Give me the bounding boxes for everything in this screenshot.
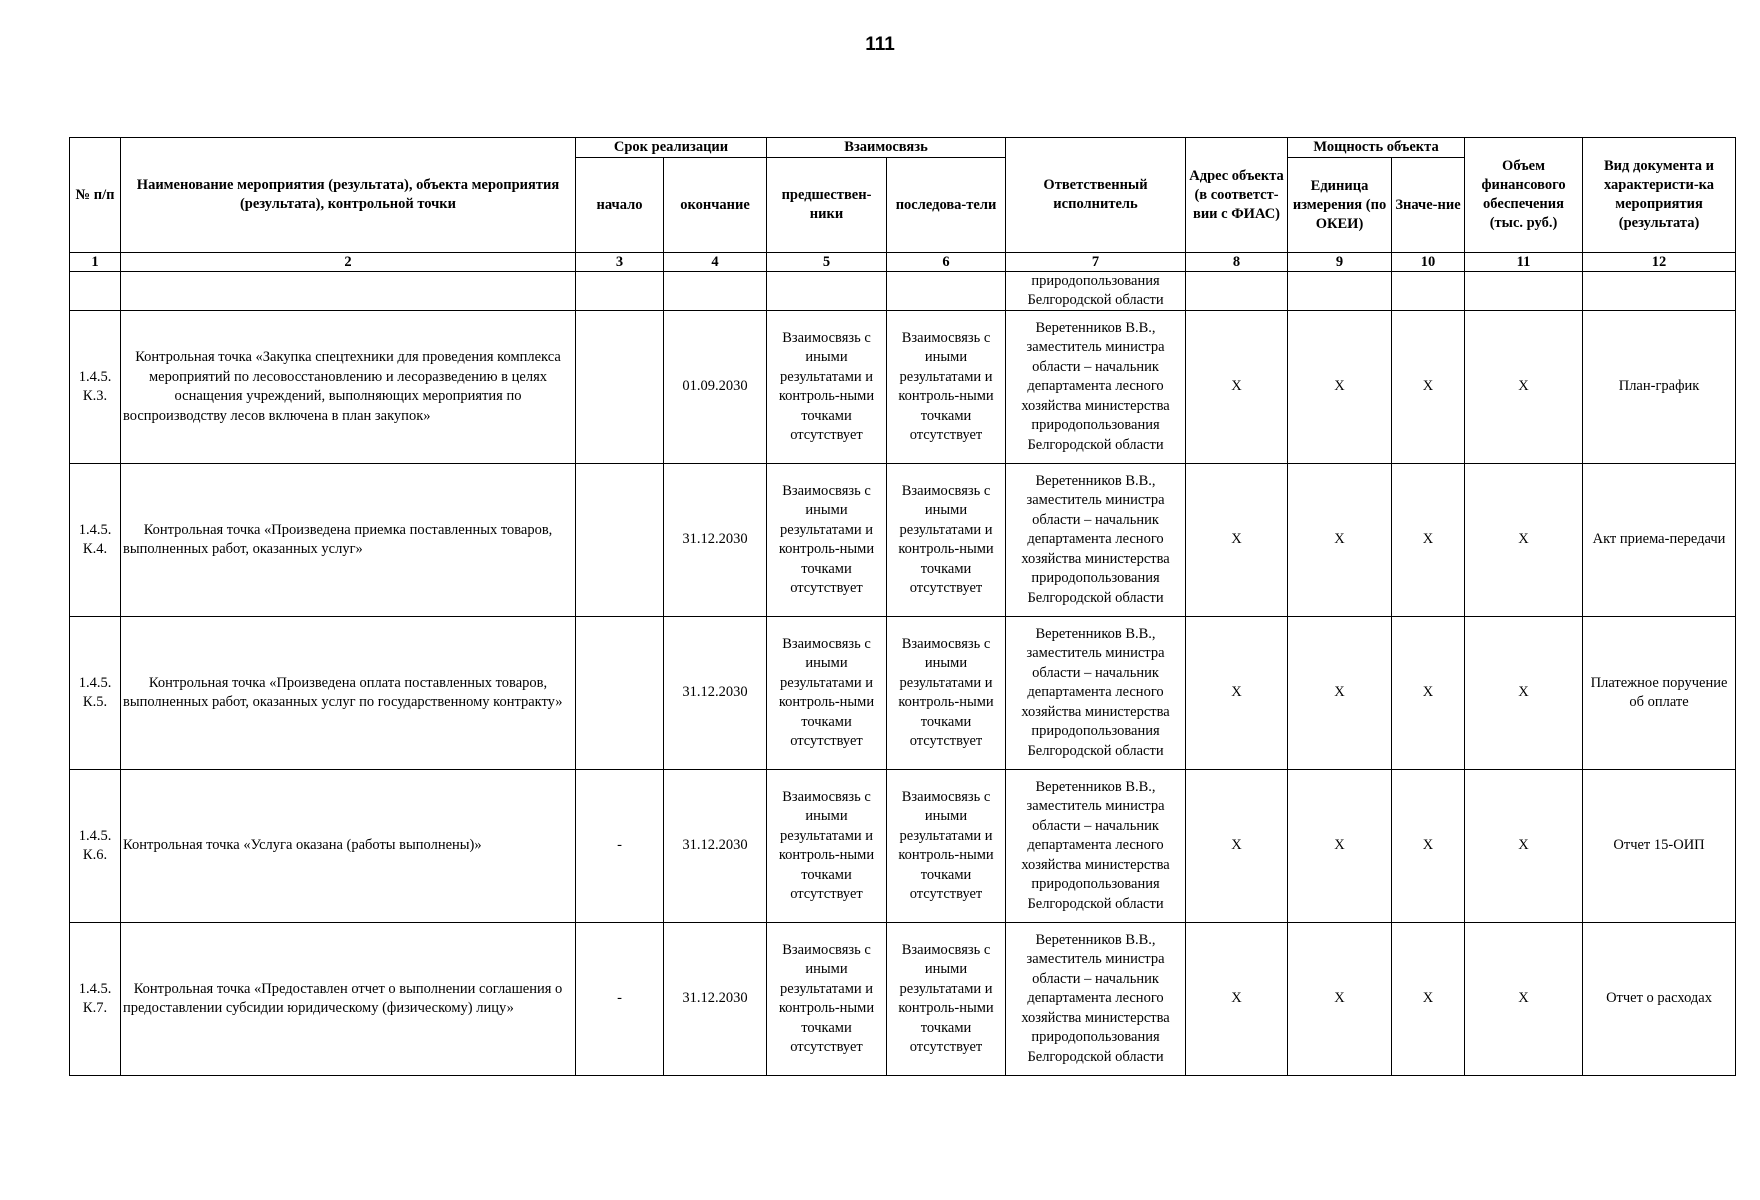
header-address: Адрес объекта (в соответст-вии с ФИАС) [1186,138,1288,253]
cell-doc-type: Платежное поручение об оплате [1583,617,1736,770]
cell-start: - [576,770,664,923]
cell-value: Х [1392,311,1465,464]
header-name: Наименование мероприятия (результата), объекта мероприятия (результата), контрольной точки [121,138,576,253]
header-period: Срок реализации [576,138,767,158]
cell-finance: Х [1465,311,1583,464]
column-number: 11 [1465,253,1583,272]
table-row [70,617,1736,770]
cell-value: Х [1392,923,1465,1076]
header-value: Значе-ние [1392,158,1465,253]
header-predecessors: предшествен-ники [767,158,887,253]
column-number: 6 [887,253,1006,272]
header-responsible: Ответственный исполнитель [1006,138,1186,253]
column-number-row [70,253,1736,272]
cell-num: 1.4.5. К.3. [70,311,121,464]
column-number: 2 [121,253,576,272]
cell-unit [1288,272,1392,311]
cell-successors: Взаимосвязь с иными результатами и контроль-ными точками отсутствует [887,617,1006,770]
cell-value: Х [1392,617,1465,770]
cell-start [576,617,664,770]
measures-table [69,137,1736,1076]
cell-value: Х [1392,464,1465,617]
cell-address [1186,272,1288,311]
header-successors: последова-тели [887,158,1006,253]
cell-unit: Х [1288,311,1392,464]
cell-predecessors: Взаимосвязь с иными результатами и контроль-ными точками отсутствует [767,770,887,923]
table-row [70,770,1736,923]
cell-finance: Х [1465,770,1583,923]
cell-doc-type: План-график [1583,311,1736,464]
cell-doc-type: Отчет 15-ОИП [1583,770,1736,923]
column-number: 4 [664,253,767,272]
cell-finance: Х [1465,923,1583,1076]
table-row [70,311,1736,464]
cell-responsible: Веретенников В.В., заместитель министра области – начальник департамента лесного хозяйства министерства природопользования Белгородской области [1006,617,1186,770]
cell-start [576,464,664,617]
cell-successors: Взаимосвязь с иными результатами и контроль-ными точками отсутствует [887,923,1006,1076]
cell-num: 1.4.5. К.7. [70,923,121,1076]
cell-successors: Взаимосвязь с иными результатами и контроль-ными точками отсутствует [887,311,1006,464]
column-number: 10 [1392,253,1465,272]
header-capacity: Мощность объекта [1288,138,1465,158]
cell-value [1392,272,1465,311]
column-number: 5 [767,253,887,272]
cell-predecessors: Взаимосвязь с иными результатами и контроль-ными точками отсутствует [767,464,887,617]
cell-num [70,272,121,311]
cell-num: 1.4.5. К.4. [70,464,121,617]
cell-address: Х [1186,770,1288,923]
cell-name: Контрольная точка «Закупка спецтехники для проведения комплекса мероприятий по лесовосстановлению и лесоразведению в целях оснащения учреждений, выполняющих мероприятия по воспроизводству лесов включена в план закупок» [121,311,576,464]
header-finance: Объем финансового обеспечения (тыс. руб.) [1465,138,1583,253]
cell-responsible: Веретенников В.В., заместитель министра области – начальник департамента лесного хозяйства министерства природопользования Белгородской области [1006,464,1186,617]
column-number: 1 [70,253,121,272]
cell-address: Х [1186,464,1288,617]
cell-unit: Х [1288,617,1392,770]
cell-name: Контрольная точка «Произведена оплата поставленных товаров, выполненных работ, оказанных услуг по государственному контракту» [121,617,576,770]
column-number: 8 [1186,253,1288,272]
cell-predecessors: Взаимосвязь с иными результатами и контроль-ными точками отсутствует [767,923,887,1076]
cell-name: Контрольная точка «Произведена приемка поставленных товаров, выполненных работ, оказанных услуг» [121,464,576,617]
header-relation: Взаимосвязь [767,138,1006,158]
header-start: начало [576,158,664,253]
column-number: 7 [1006,253,1186,272]
continuation-row [70,272,1736,311]
cell-address: Х [1186,311,1288,464]
cell-unit: Х [1288,770,1392,923]
column-number: 3 [576,253,664,272]
cell-successors [887,272,1006,311]
cell-end [664,272,767,311]
cell-responsible: Веретенников В.В., заместитель министра области – начальник департамента лесного хозяйства министерства природопользования Белгородской области [1006,923,1186,1076]
cell-responsible: Веретенников В.В., заместитель министра области – начальник департамента лесного хозяйства министерства природопользования Белгородской области [1006,770,1186,923]
cell-finance: Х [1465,464,1583,617]
cell-end: 31.12.2030 [664,923,767,1076]
header-num: № п/п [70,138,121,253]
cell-doc-type: Акт приема-передачи [1583,464,1736,617]
cell-name: Контрольная точка «Предоставлен отчет о выполнении соглашения о предоставлении субсидии юридическому (физическому) лицу» [121,923,576,1076]
cell-address: Х [1186,923,1288,1076]
cell-end: 31.12.2030 [664,770,767,923]
cell-end: 01.09.2030 [664,311,767,464]
table-row [70,464,1736,617]
cell-responsible: Веретенников В.В., заместитель министра области – начальник департамента лесного хозяйства министерства природопользования Белгородской области [1006,311,1186,464]
header-end: окончание [664,158,767,253]
cell-name [121,272,576,311]
cell-predecessors [767,272,887,311]
cell-num: 1.4.5. К.5. [70,617,121,770]
cell-unit: Х [1288,464,1392,617]
cell-start [576,311,664,464]
cell-successors: Взаимосвязь с иными результатами и контроль-ными точками отсутствует [887,464,1006,617]
cell-value: Х [1392,770,1465,923]
cell-responsible: природопользования Белгородской области [1006,272,1186,311]
cell-doc-type: Отчет о расходах [1583,923,1736,1076]
page-number: 111 [865,34,895,55]
column-number: 12 [1583,253,1736,272]
cell-successors: Взаимосвязь с иными результатами и контроль-ными точками отсутствует [887,770,1006,923]
cell-address: Х [1186,617,1288,770]
cell-predecessors: Взаимосвязь с иными результатами и контроль-ными точками отсутствует [767,311,887,464]
header-doc-type: Вид документа и характеристи-ка мероприятия (результата) [1583,138,1736,253]
cell-num: 1.4.5. К.6. [70,770,121,923]
cell-doc-type [1583,272,1736,311]
cell-start [576,272,664,311]
header-unit: Единица измерения (по ОКЕИ) [1288,158,1392,253]
cell-start: - [576,923,664,1076]
cell-predecessors: Взаимосвязь с иными результатами и контроль-ными точками отсутствует [767,617,887,770]
cell-end: 31.12.2030 [664,617,767,770]
cell-finance: Х [1465,617,1583,770]
cell-end: 31.12.2030 [664,464,767,617]
column-number: 9 [1288,253,1392,272]
cell-unit: Х [1288,923,1392,1076]
table-row [70,923,1736,1076]
header-row-1 [70,138,1736,158]
cell-finance [1465,272,1583,311]
cell-name: Контрольная точка «Услуга оказана (работы выполнены)» [121,770,576,923]
